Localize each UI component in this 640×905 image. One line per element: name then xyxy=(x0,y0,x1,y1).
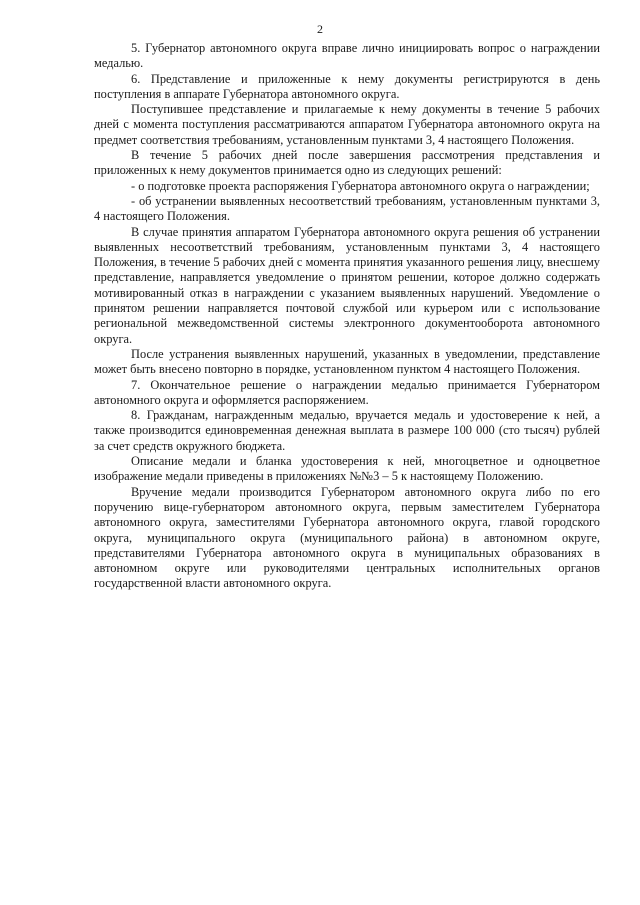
paragraph-resubmission: После устранения выявленных нарушений, указанных в уведомлении, представление может быть внесено повторно в порядке, установленном пунктом 4 настоящего Положения. xyxy=(94,346,600,377)
paragraph-item-5: 5. Губернатор автономного округа вправе лично инициировать вопрос о награждении медалью. xyxy=(94,41,600,71)
document-body xyxy=(94,41,600,592)
paragraph-item-6: 6. Представление и приложенные к нему документы регистрируются в день поступления в аппарате Губернатора автономного округа. xyxy=(94,71,600,101)
list-item-decision-prepare: - о подготовке проекта распоряжения Губернатора автономного округа о награждении; xyxy=(131,178,590,193)
paragraph-medal-description: Описание медали и бланка удостоверения к ней, многоцветное и одноцветное изображение медали приведены в приложениях №№3 – 5 к настоящему Положению. xyxy=(94,454,600,484)
paragraph-notification: В случае принятия аппаратом Губернатора автономного округа решения об устранении выявленных несоответствий требованиям, установленным пунктами 3, 4 настоящего Положения, в течение 5 рабочих дней с момента принятия указанного решения лицу, внесшему представление, направляется уведомление о принятом решении, которое должно содержать мотивированный отказ в награждении с указанием выявленных нарушений. Уведомление о принятом решении направляется почтовой службой или курьером или с использование региональной межведомственной системы электронного документооборота автономного округа. xyxy=(94,224,600,346)
paragraph-award-ceremony: Вручение медали производится Губернатором автономного округа либо по его поручению вице-губернатором автономного округа, первым заместителем Губернатора автономного округа, заместителями Губернатора автономного округа, главой городского округа, муниципального округа (муниципального района) в автономном округе, представителями Губернатора автономного округа в муниципальных образованиях в автономном округе или руководителями центральных исполнительных органов государственной власти автономного округа. xyxy=(94,484,600,591)
paragraph-item-7: 7. Окончательное решение о награждении медалью принимается Губернатором автономного округа и оформляется распоряжением. xyxy=(94,377,600,407)
paragraph-item-8: 8. Гражданам, награжденным медалью, вручается медаль и удостоверение к ней, а также производится единовременная денежная выплата в размере 100 000 (сто тысяч) рублей за счет средств окружного бюджета. xyxy=(94,408,600,453)
list-item-decision-fix: - об устранении выявленных несоответствий требованиям, установленным пунктами 3, 4 настоящего Положения. xyxy=(94,193,600,224)
paragraph-decision-intro: В течение 5 рабочих дней после завершения рассмотрения представления и приложенных к нему документов принимается одно из следующих решений: xyxy=(94,148,600,178)
page-number: 2 xyxy=(317,22,323,36)
paragraph-review-period: Поступившее представление и прилагаемые к нему документы в течение 5 рабочих дней с момента поступления рассматриваются аппаратом Губернатора автономного округа на предмет соответствия требованиям, установленным пунктами 3, 4 настоящего Положения. xyxy=(94,102,600,147)
